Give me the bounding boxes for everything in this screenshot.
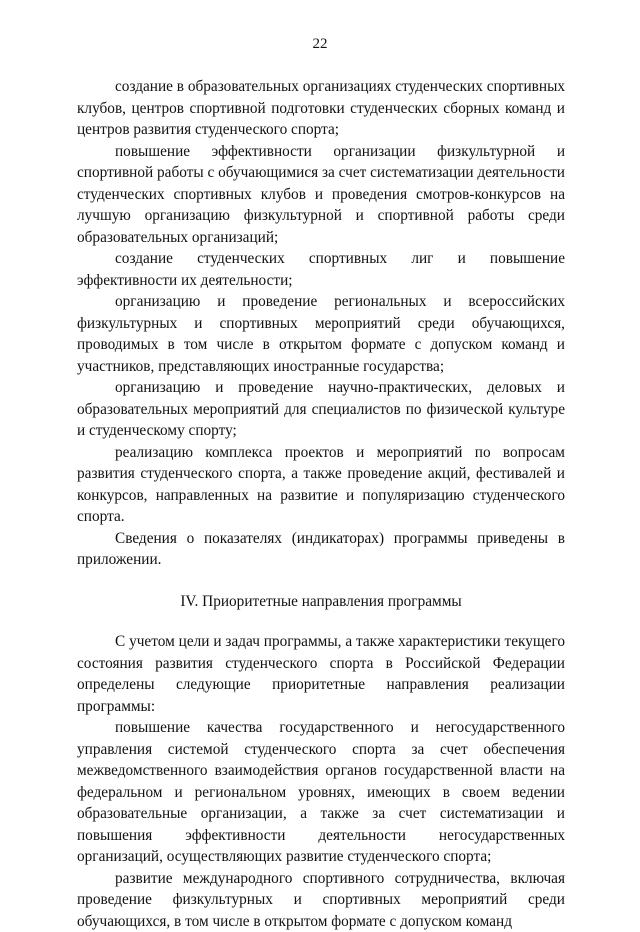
paragraph-student-leagues: создание студенческих спортивных лиг и повышение эффективности их деятельности; <box>77 248 565 291</box>
paragraph-priorities-intro: С учетом цели и задач программы, а также характеристики текущего состояния развития студенческого спорта в Российской Федерации определены следующие приоритетные направления реализации программы: <box>77 631 565 717</box>
paragraph-indicators-note: Сведения о показателях (индикаторах) программы приведены в приложении. <box>77 528 565 571</box>
section-heading: IV. Приоритетные направления программы <box>77 591 565 613</box>
paragraph-regional-events: организацию и проведение региональных и всероссийских физкультурных и спортивных мероприятий среди обучающихся, проводимых в том числе в открытом формате с допуском команд и участников, представляющих иностранные государства; <box>77 291 565 377</box>
paragraph-international-cooperation: развитие международного спортивного сотрудничества, включая проведение физкультурных и спортивных мероприятий среди обучающихся, в том числе в открытом формате с допуском команд <box>77 868 565 932</box>
paragraph-projects-complex: реализацию комплекса проектов и мероприятий по вопросам развития студенческого спорта, а также проведение акций, фестивалей и конкурсов, направленных на развитие и популяризацию студенческого спорта. <box>77 442 565 528</box>
paragraph-student-sport-clubs: создание в образовательных организациях студенческих спортивных клубов, центров спортивной подготовки студенческих сборных команд и центров развития студенческого спорта; <box>77 76 565 141</box>
paragraph-efficiency-of-work: повышение эффективности организации физкультурной и спортивной работы с обучающимися за счет систематизации деятельности студенческих спортивных клубов и проведения смотров-конкурсов на лучшую организацию физкультурной и спортивной работы среди образовательных организаций; <box>77 141 565 249</box>
paragraph-scientific-events: организацию и проведение научно-практических, деловых и образовательных мероприятий для специалистов по физической культуре и студенческому спорту; <box>77 377 565 442</box>
page-number: 22 <box>0 36 640 53</box>
document-body <box>77 76 565 932</box>
paragraph-management-quality: повышение качества государственного и негосударственного управления системой студенческого спорта за счет обеспечения межведомственного взаимодействия органов государственной власти на федеральном и региональном уровнях, имеющих в своем ведении образовательные организации, а также за счет систематизации и повышения эффективности деятельности негосударственных организаций, осуществляющих развитие студенческого спорта; <box>77 717 565 868</box>
